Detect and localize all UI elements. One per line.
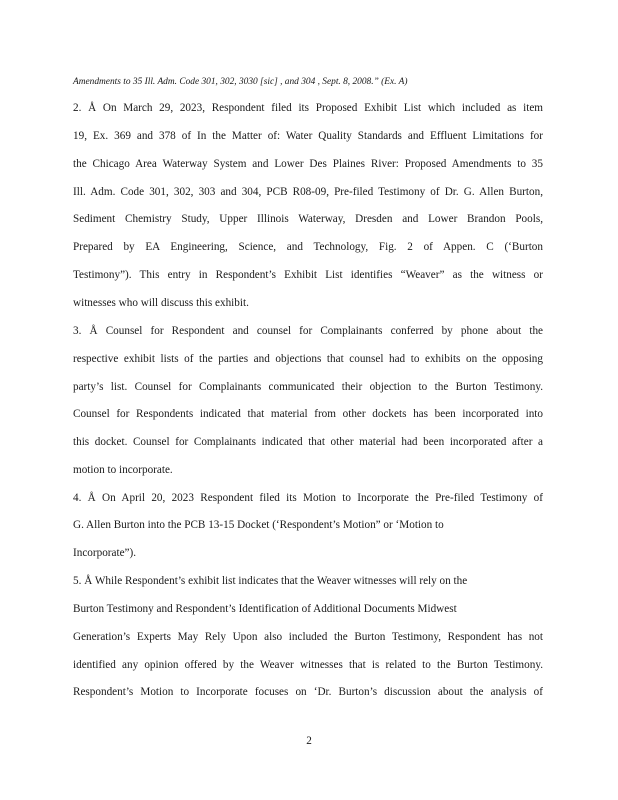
line-text: respective exhibit lists of the parties and objections that counsel had to exhibits on the opposing xyxy=(73,353,543,365)
text-line xyxy=(73,268,543,282)
line-text: Prepared by EA Engineering, Science, and Technology, Fig. 2 of Appen. C (‘Burton xyxy=(73,241,543,253)
line-text: witnesses who will discuss this exhibit. xyxy=(73,297,249,309)
text-line xyxy=(73,74,543,89)
line-text: party’s list. Counsel for Complainants communicated their objection to the Burton Testimony. xyxy=(73,381,543,393)
line-text: 5. Å While Respondent’s exhibit list indicates that the Weaver witnesses will rely on the xyxy=(73,575,468,587)
line-text: 19, Ex. 369 and 378 of In the Matter of: Water Quality Standards and Effluent Limitations for xyxy=(73,130,543,142)
text-line xyxy=(73,546,543,560)
page-number: 2 xyxy=(306,735,312,747)
line-text: Counsel for Respondents indicated that material from other dockets has been incorporated into xyxy=(73,408,543,420)
paragraph-4-line xyxy=(73,491,543,505)
line-text: Burton Testimony and Respondent’s Identification of Additional Documents Midwest xyxy=(73,603,457,615)
text-line xyxy=(73,129,543,143)
line-text: 4. Å On April 20, 2023 Respondent filed its Motion to Incorporate the Pre-filed Testimony of xyxy=(73,492,543,504)
text-line xyxy=(73,407,543,421)
text-line xyxy=(73,240,543,254)
paragraph-2-line xyxy=(73,101,543,115)
text-line xyxy=(73,463,543,477)
line-text: the Chicago Area Waterway System and Lower Des Plaines River: Proposed Amendments to 35 xyxy=(73,158,543,170)
line-text: identified any opinion offered by the Weaver witnesses that is related to the Burton Testimony. xyxy=(73,659,543,671)
line-text: Respondent’s Motion to Incorporate focuses on ‘Dr. Burton’s discussion about the analysis of xyxy=(73,686,543,698)
line-text: Testimony”). This entry in Respondent’s Exhibit List identifies “Weaver” as the witness or xyxy=(73,269,543,281)
line-text: this docket. Counsel for Complainants indicated that other material had been incorporated after a xyxy=(73,436,543,448)
text-line xyxy=(73,380,543,394)
text-line xyxy=(73,435,543,449)
line-text: Incorporate”). xyxy=(73,547,137,559)
line-text: 3. Å Counsel for Respondent and counsel for Complainants conferred by phone about the xyxy=(73,325,543,337)
text-line xyxy=(73,352,543,366)
text-line xyxy=(73,185,543,199)
text-line xyxy=(73,685,543,699)
text-line xyxy=(73,630,543,644)
text-line xyxy=(73,212,543,226)
text-line xyxy=(73,157,543,171)
line-text: Generation’s Experts May Rely Upon also included the Burton Testimony, Respondent has not xyxy=(73,631,543,643)
line-text: G. Allen Burton into the PCB 13-15 Docket (‘Respondent’s Motion” or ‘Motion to xyxy=(73,519,444,531)
paragraph-5-line xyxy=(73,574,543,588)
line-text: 2. Å On March 29, 2023, Respondent filed its Proposed Exhibit List which included as item xyxy=(73,102,543,114)
text-line xyxy=(73,518,543,532)
line-text: motion to incorporate. xyxy=(73,464,173,476)
text-line xyxy=(73,296,543,310)
paragraph-3-line xyxy=(73,324,543,338)
text-line xyxy=(73,658,543,672)
text-line xyxy=(73,602,543,616)
line-text: Amendments to 35 Ill. Adm. Code 301, 302, 3030 [sic] , and 304 , Sept. 8, 2008.” (Ex. A) xyxy=(73,77,408,87)
line-text: Ill. Adm. Code 301, 302, 303 and 304, PCB R08-09, Pre-filed Testimony of Dr. G. Allen Burton, xyxy=(73,186,543,198)
line-text: Sediment Chemistry Study, Upper Illinois Waterway, Dresden and Lower Brandon Pools, xyxy=(73,213,543,225)
